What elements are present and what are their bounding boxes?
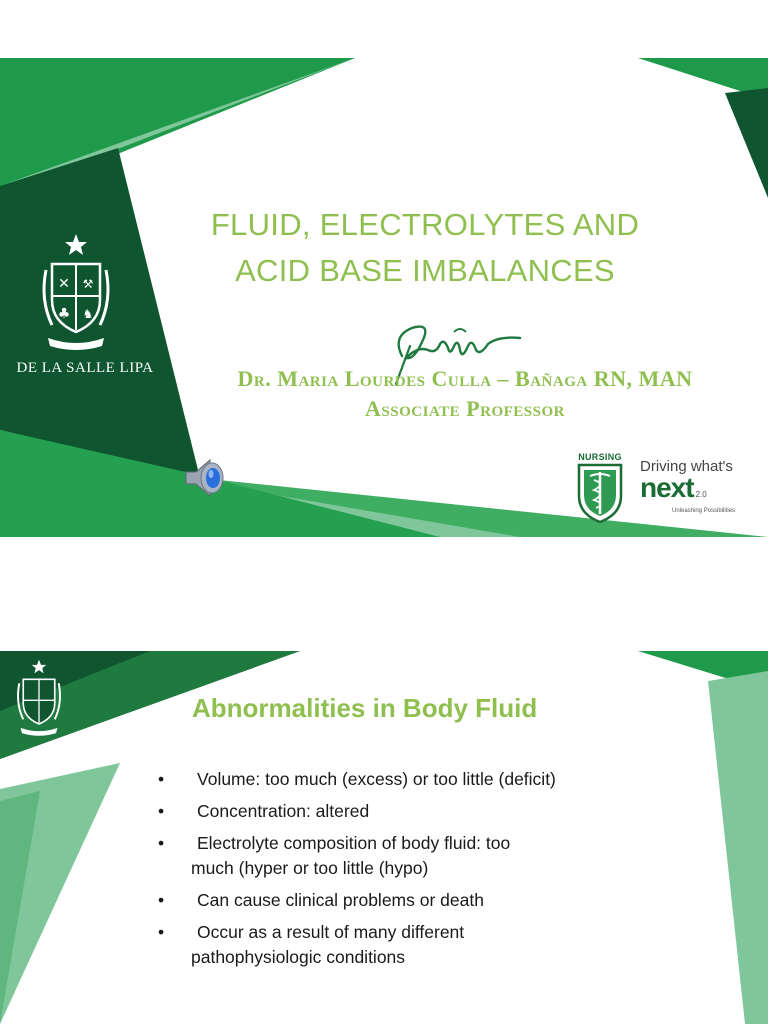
- list-item: [158, 799, 628, 824]
- bullet-text: Concentration: altered: [197, 801, 370, 821]
- title-line: ACID BASE IMBALANCES: [235, 253, 615, 288]
- tagline-version: 2.0: [695, 490, 707, 499]
- list-item: [158, 920, 628, 970]
- bullet-dot: •: [158, 833, 165, 853]
- nursing-logo: [572, 452, 628, 529]
- svg-text:♞: ♞: [82, 307, 94, 321]
- driving-whats-next-logo: [640, 458, 760, 514]
- bullet-dot: •: [158, 769, 165, 789]
- bullet-text-cont: much (hyper or too little (hypo): [191, 858, 429, 878]
- list-item: [158, 831, 628, 881]
- tagline-next-word: next: [640, 472, 694, 503]
- bullet-text-cont: pathophysiologic conditions: [191, 947, 406, 967]
- svg-text:♣: ♣: [57, 306, 71, 322]
- speaker-icon[interactable]: [180, 456, 230, 505]
- list-item: [158, 767, 628, 792]
- bullet-text: Can cause clinical problems or death: [197, 890, 484, 910]
- title-line: FLUID, ELECTROLYTES AND: [210, 207, 640, 242]
- slide-title: [160, 202, 690, 294]
- bullet-dot: •: [158, 890, 165, 910]
- bullet-dot: •: [158, 922, 165, 942]
- list-item: [158, 888, 628, 913]
- title-slide: [0, 58, 768, 537]
- bullet-list: [158, 767, 628, 977]
- school-name: DE LA SALLE LIPA: [16, 360, 154, 376]
- nursing-shield-icon: [576, 462, 624, 524]
- author-title: Associate Professor: [365, 396, 565, 421]
- tagline-next: [640, 472, 760, 508]
- bullet-text: Occur as a result of many different: [197, 922, 465, 942]
- author-block: [170, 364, 760, 424]
- svg-text:✕: ✕: [58, 276, 70, 292]
- nursing-label: NURSING: [578, 452, 622, 462]
- content-slide: [0, 651, 768, 1024]
- author-name: Dr. Maria Lourdes Culla – Bañaga RN, MAN: [237, 366, 693, 391]
- bullet-dot: •: [158, 801, 165, 821]
- tagline-top: Driving what's: [640, 458, 733, 475]
- school-crest: [38, 230, 114, 363]
- school-crest-small: [14, 657, 64, 746]
- bullet-text: Electrolyte composition of body fluid: too: [197, 833, 511, 853]
- svg-text:⚒: ⚒: [82, 277, 94, 291]
- bullet-text: Volume: too much (excess) or too little (deficit): [197, 769, 556, 789]
- tagline-sub: Unleashing Possibilities: [672, 508, 736, 514]
- slide-title: Abnormalities in Body Fluid: [192, 693, 538, 723]
